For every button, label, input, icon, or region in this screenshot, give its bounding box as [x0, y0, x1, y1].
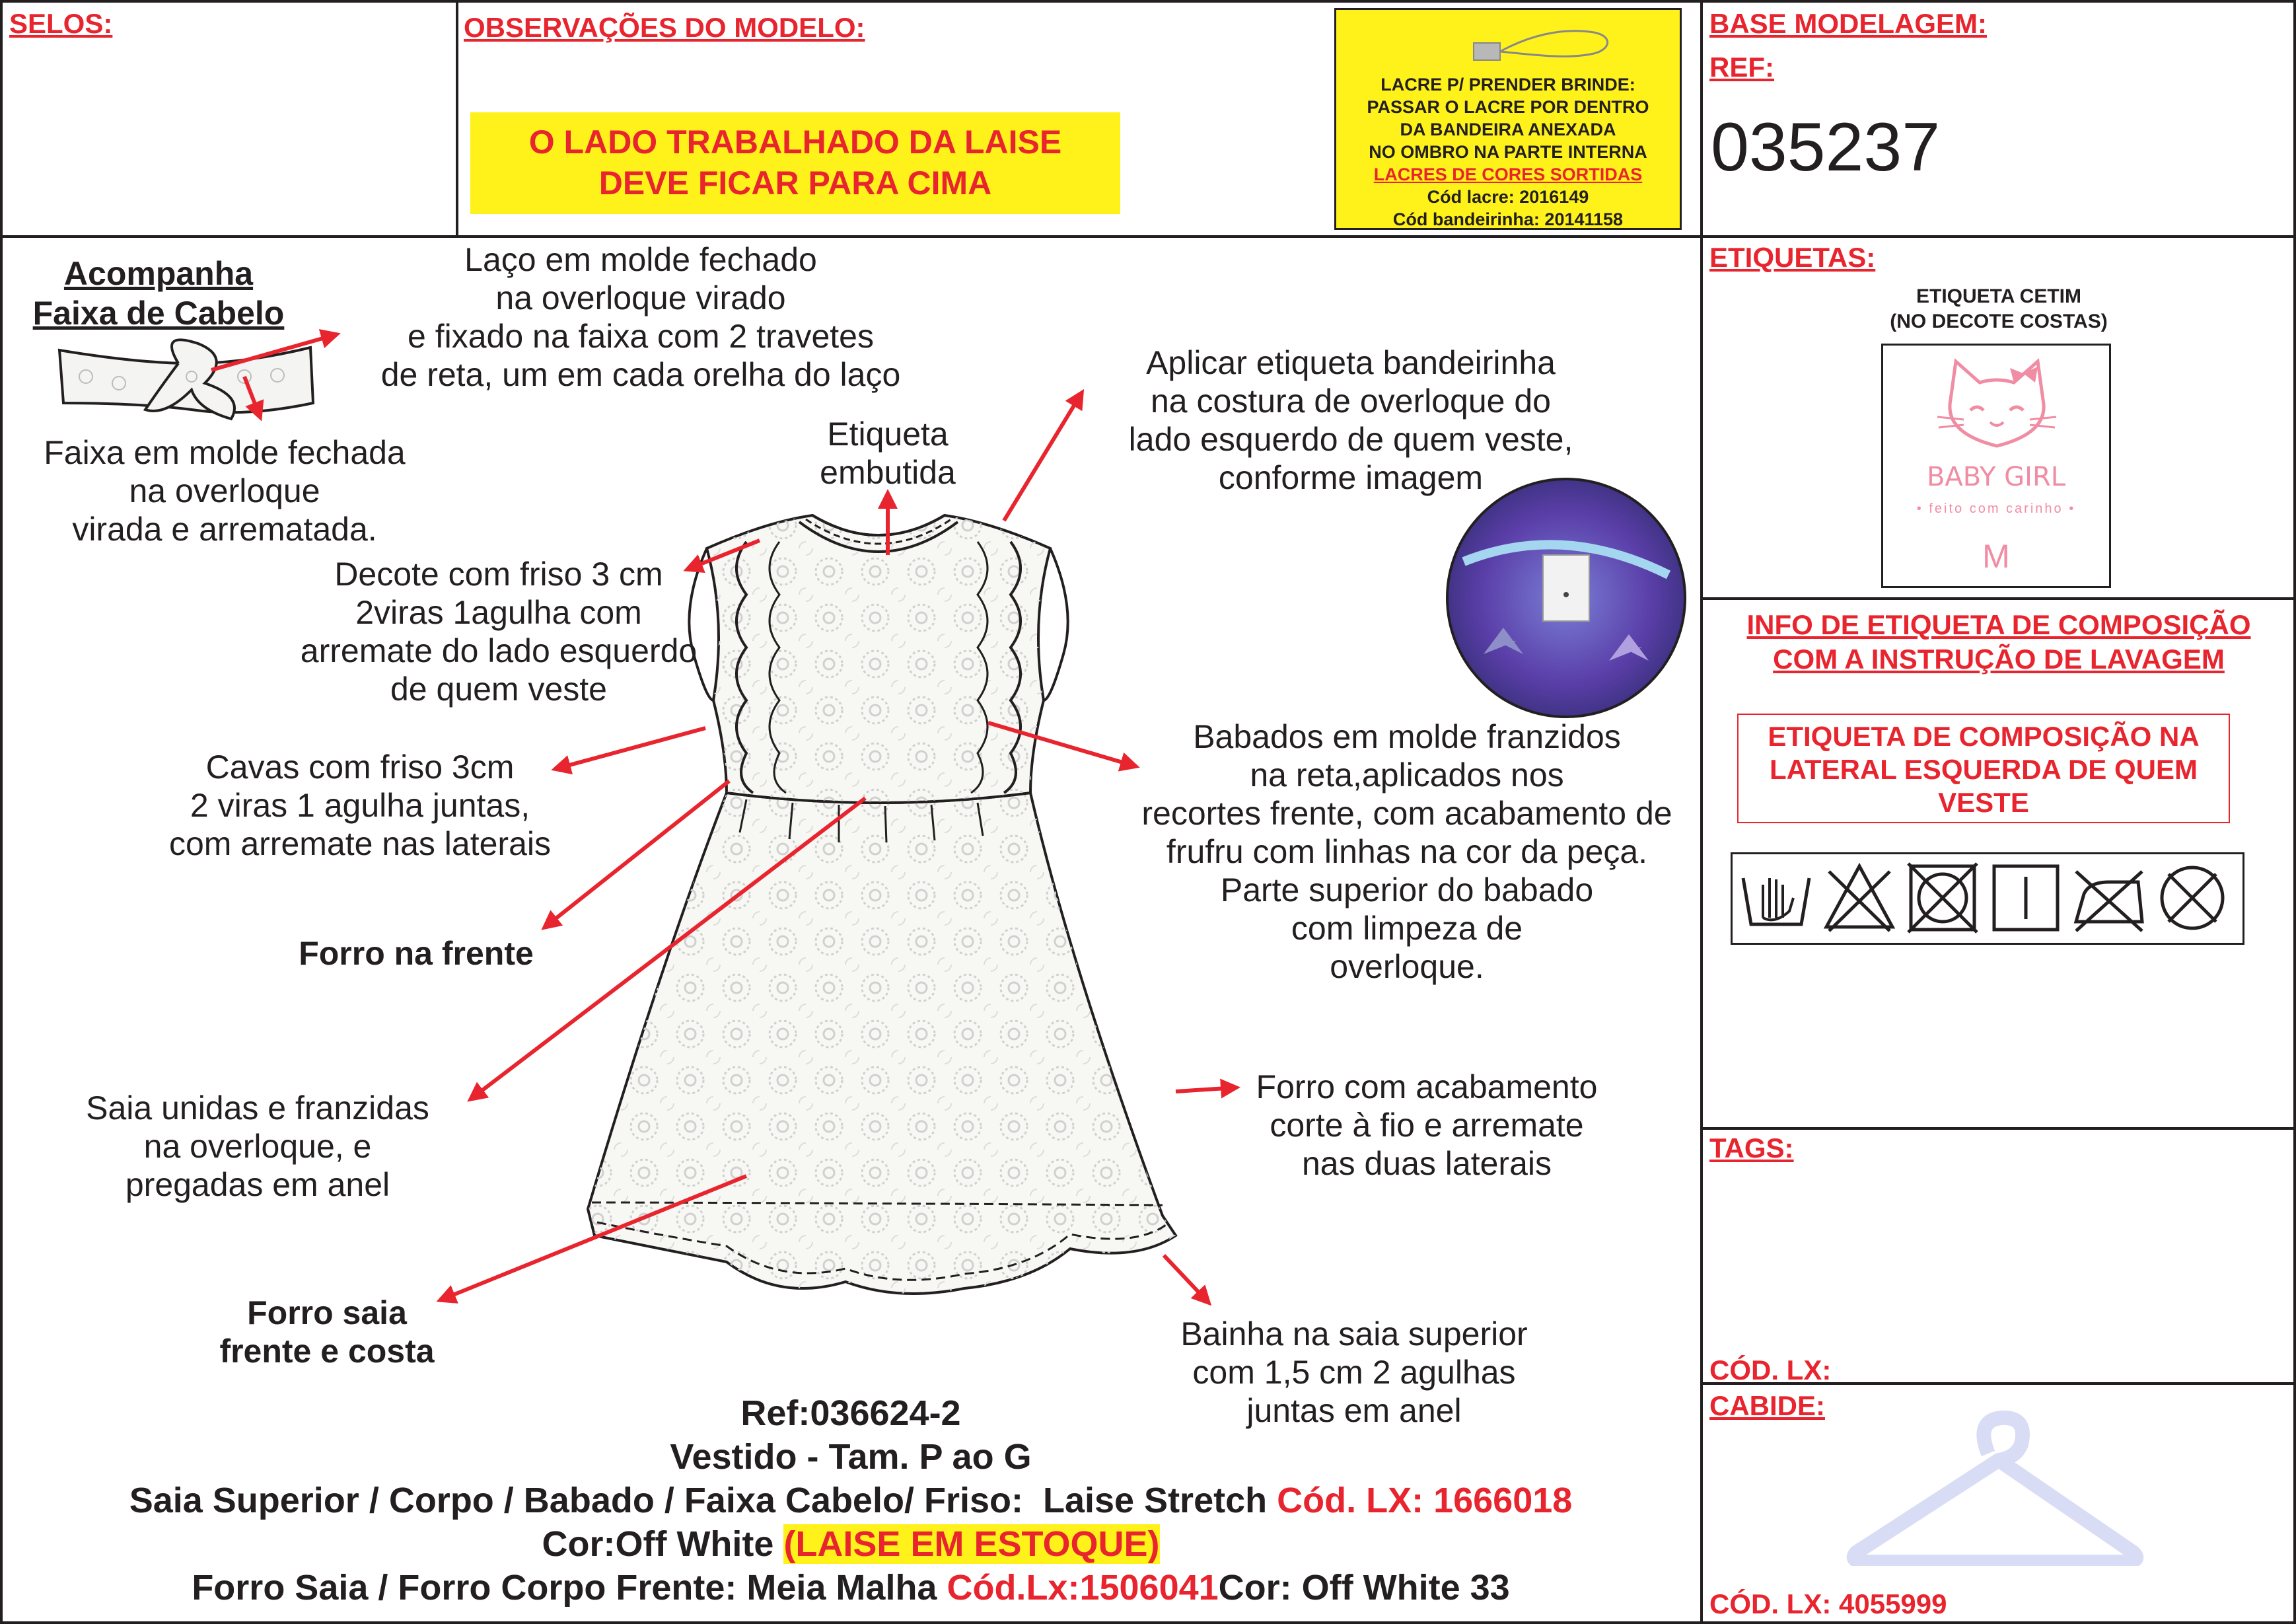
cabide-label: CABIDE: [1709, 1390, 1825, 1421]
footer-color-prefix: Cor:Off White [542, 1524, 784, 1564]
decote-note [264, 555, 733, 708]
footer-fabric-line [7, 1479, 1695, 1522]
laco-line4: de reta, um em cada orelha do laço [380, 356, 901, 393]
headband-sketch [46, 337, 324, 423]
forro-saia-note [165, 1294, 489, 1370]
forro-acabamento-note [1202, 1068, 1651, 1183]
observacoes-label: OBSERVAÇÕES DO MODELO: [464, 12, 865, 43]
observacao-box [470, 112, 1120, 214]
border-bottom [0, 1621, 2296, 1624]
faixa-line1: Faixa em molde fechada [44, 434, 406, 471]
forro-saia-line2: frente e costa [219, 1333, 435, 1370]
sidebar-info-divider [1702, 1127, 2296, 1130]
footer-lining-prefix: Forro Saia / Forro Corpo Frente: Meia Malha [192, 1568, 947, 1607]
bandeirinha-line4: conforme imagem [1218, 459, 1484, 496]
forro-saia-line1: Forro saia [247, 1294, 407, 1331]
bandeirinha-photo [1444, 476, 1688, 720]
saia-note [40, 1089, 476, 1204]
bainha-line3: juntas em anel [1246, 1392, 1462, 1429]
faixa-line3: virada e arrematada. [72, 511, 377, 548]
observacao-line1: O LADO TRABALHADO DA LAISE [528, 124, 1062, 161]
border-right [2293, 0, 2296, 1624]
tags-label: TAGS: [1709, 1132, 1794, 1163]
label-brand: BABY GIRL [1926, 462, 2066, 492]
babados-line3: recortes frente, com acabamento de [1141, 795, 1672, 832]
babados-line4: frufru com linhas na cor da peça. [1166, 833, 1648, 870]
cat-logo-icon [1924, 353, 2069, 459]
composicao-line3: VESTE [1938, 787, 2029, 818]
forro-acab-line3: nas duas laterais [1301, 1145, 1552, 1182]
etiquetas-label: ETIQUETAS: [1709, 242, 1876, 273]
babados-line7: overloque. [1330, 948, 1484, 985]
babados-line2: na reta,aplicados nos [1250, 757, 1564, 794]
bandeirinha-line2: na costura de overloque do [1151, 383, 1551, 420]
satin-label [1881, 344, 2111, 588]
etiqueta-embutida-line2: embutida [820, 454, 956, 491]
faixa-line2: na overloque [129, 472, 320, 509]
decote-line4: de quem veste [390, 671, 607, 708]
babados-line5: Parte superior do babado [1220, 871, 1594, 908]
composicao-line1: ETIQUETA DE COMPOSIÇÃO NA [1768, 721, 2200, 752]
sidebar-ref-divider [1702, 235, 2296, 238]
laco-line2: na overloque virado [495, 279, 786, 316]
selos-label: SELOS: [9, 8, 113, 39]
selos-divider [456, 0, 458, 237]
footer-spec [7, 1391, 1695, 1609]
footer-lining-line [7, 1566, 1695, 1609]
cabide-cod: CÓD. LX: 4055999 [1709, 1588, 1947, 1619]
lacre-line5: LACRES DE CORES SORTIDAS [1373, 165, 1643, 184]
babados-line1: Babados em molde franzidos [1193, 718, 1621, 755]
observacao-line2: DEVE FICAR PARA CIMA [598, 165, 992, 202]
base-modelagem-label: BASE MODELAGEM: [1709, 8, 1987, 39]
bainha-line2: com 1,5 cm 2 agulhas [1192, 1354, 1516, 1391]
lacre-box [1334, 8, 1682, 230]
tumble-dry-crossed-icon [1903, 858, 1982, 938]
header-divider [0, 235, 1702, 238]
etiqueta-cetim-line1: ETIQUETA CETIM [1916, 285, 2081, 307]
border-top [0, 0, 2296, 3]
decote-line3: arremate do lado esquerdo [300, 632, 698, 669]
etiqueta-embutida-line1: Etiqueta [827, 416, 949, 453]
border-left [0, 0, 3, 1624]
laco-line1: Laço em molde fechado [464, 241, 817, 278]
bleach-triangle-icon [1820, 858, 1899, 938]
line-dry-icon [1986, 858, 2065, 938]
forro-acab-line1: Forro com acabamento [1256, 1068, 1598, 1105]
footer-fabric-code: Cód. LX: 1666018 [1277, 1481, 1573, 1520]
laco-note [317, 240, 964, 394]
cavas-line2: 2 viras 1 agulha juntas, [190, 787, 530, 824]
bandeirinha-line1: Aplicar etiqueta bandeirinha [1146, 344, 1556, 381]
bandeirinha-line3: lado esquerdo de quem veste, [1128, 421, 1573, 458]
ref-label: REF: [1709, 52, 1774, 83]
cod-lx-label: CÓD. LX: [1709, 1354, 1832, 1385]
footer-ref: Ref:036624-2 [740, 1393, 961, 1433]
label-tagline: • feito com carinho • [1916, 501, 2076, 516]
babados-line6: com limpeza de [1291, 910, 1523, 947]
ref-value: 035237 [1711, 109, 1941, 186]
footer-product: Vestido - Tam. P ao G [670, 1437, 1032, 1477]
lacre-line4: NO OMBRO NA PARTE INTERNA [1369, 142, 1647, 162]
sidebar-divider [1700, 0, 1703, 1624]
acompanha-line1: Acompanha [63, 255, 254, 292]
footer-lining-suffix: Cor: Off White 33 [1218, 1568, 1510, 1607]
hand-wash-icon [1737, 858, 1816, 938]
bainha-line1: Bainha na saia superior [1180, 1315, 1528, 1352]
cavas-line3: com arremate nas laterais [168, 825, 551, 862]
composicao-box [1737, 714, 2230, 823]
etiqueta-cetim-line2: (NO DECOTE COSTAS) [1890, 311, 2108, 332]
footer-lining-code: Cód.Lx:1506041 [947, 1568, 1219, 1607]
decote-line1: Decote com friso 3 cm [334, 556, 663, 593]
acompanha-title [20, 254, 297, 333]
lacre-line1: LACRE P/ PRENDER BRINDE: [1381, 75, 1635, 94]
saia-line3: pregadas em anel [125, 1166, 390, 1203]
composicao-line2: LATERAL ESQUERDA DE QUEM [1770, 754, 2198, 785]
lacre-line6: Cód lacre: 2016149 [1427, 187, 1589, 207]
info-composicao-title [1704, 608, 2293, 677]
care-symbols-box [1731, 852, 2244, 945]
faixa-note [7, 433, 443, 548]
info-composicao-line1: INFO DE ETIQUETA DE COMPOSIÇÃO [1746, 609, 2251, 640]
saia-line2: na overloque, e [143, 1128, 372, 1165]
decote-line2: 2viras 1agulha com [355, 594, 642, 631]
cavas-note [126, 748, 594, 863]
lacre-line7: Cód bandeirinha: 20141158 [1392, 209, 1624, 229]
dry-clean-crossed-icon [2153, 858, 2232, 938]
forro-acab-line2: corte à fio e arremate [1270, 1107, 1584, 1144]
footer-color-highlight: (LAISE EM ESTOQUE) [783, 1524, 1160, 1564]
label-size: M [1982, 538, 2010, 575]
lacre-seal-icon [1396, 23, 1620, 69]
info-composicao-line2: COM A INSTRUÇÃO DE LAVAGEM [1773, 644, 2225, 675]
etiqueta-embutida-note [789, 415, 987, 492]
saia-line1: Saia unidas e franzidas [86, 1089, 429, 1126]
babados-note [1116, 718, 1698, 986]
lacre-line2: PASSAR O LACRE POR DENTRO [1367, 97, 1649, 117]
hanger-icon [1843, 1407, 2147, 1566]
footer-color-line [7, 1522, 1695, 1566]
bandeirinha-note [1096, 344, 1605, 497]
acompanha-line2: Faixa de Cabelo [32, 295, 285, 332]
cavas-line1: Cavas com friso 3cm [205, 749, 515, 786]
lacre-line3: DA BANDEIRA ANEXADA [1400, 120, 1616, 139]
etiqueta-cetim-caption [1834, 284, 2164, 334]
forro-frente-note: Forro na frente [299, 935, 534, 972]
laco-line3: e fixado na faixa com 2 travetes [408, 318, 874, 355]
footer-fabric-prefix: Saia Superior / Corpo / Babado / Faixa Cabelo/ Friso: Laise Stretch [129, 1481, 1277, 1520]
sidebar-etiquetas-divider [1702, 597, 2296, 600]
iron-crossed-icon [2069, 858, 2149, 938]
